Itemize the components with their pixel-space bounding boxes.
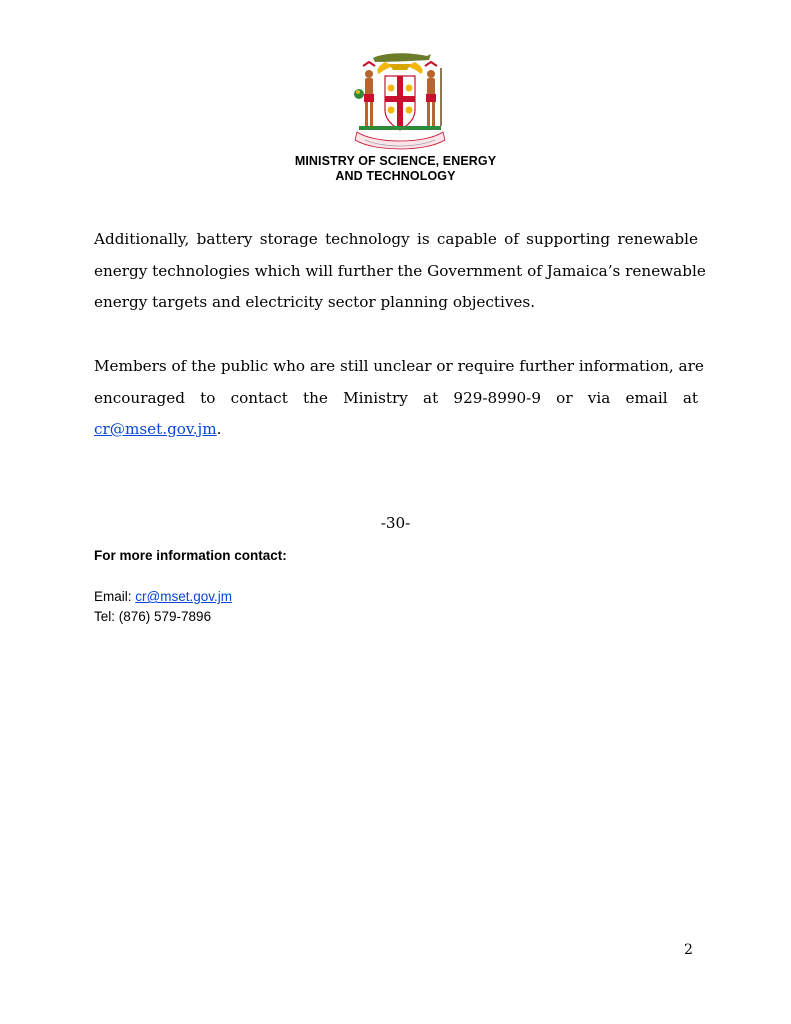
paragraph-line: Additionally, battery storage technology is capable of supporting renewable (94, 230, 698, 248)
ministry-email-link[interactable]: cr@mset.gov.jm (94, 420, 217, 438)
ministry-title-line1: MINISTRY OF SCIENCE, ENERGY (294, 154, 497, 168)
ministry-title-line2: AND TECHNOLOGY (335, 169, 456, 183)
paragraph-battery-storage (94, 224, 706, 319)
paragraph-line: energy targets and electricity sector planning objectives. (94, 293, 536, 311)
contact-email-label: Email: (94, 589, 136, 604)
contact-email-link[interactable]: cr@mset.gov.jm (135, 589, 232, 604)
contact-email-line (94, 589, 232, 604)
paragraph-line: Members of the public who are still unclear or require further information, are (94, 357, 704, 375)
contact-tel-line: Tel: (876) 579-7896 (94, 609, 212, 624)
paragraph-end-punctuation: . (216, 420, 222, 438)
end-of-release-mark: -30- (380, 514, 411, 532)
coat-of-arms-logo (345, 48, 455, 154)
page-number: 2 (684, 942, 693, 958)
paragraph-public-contact (94, 351, 704, 446)
paragraph-line: energy technologies which will further the Government of Jamaica’s renewable (94, 261, 706, 280)
paragraph-line: encouraged to contact the Ministry at 929-8990-9 or via email at (94, 388, 698, 407)
ministry-title (240, 154, 551, 184)
paragraph-line (94, 414, 698, 446)
contact-heading: For more information contact: (94, 548, 287, 563)
